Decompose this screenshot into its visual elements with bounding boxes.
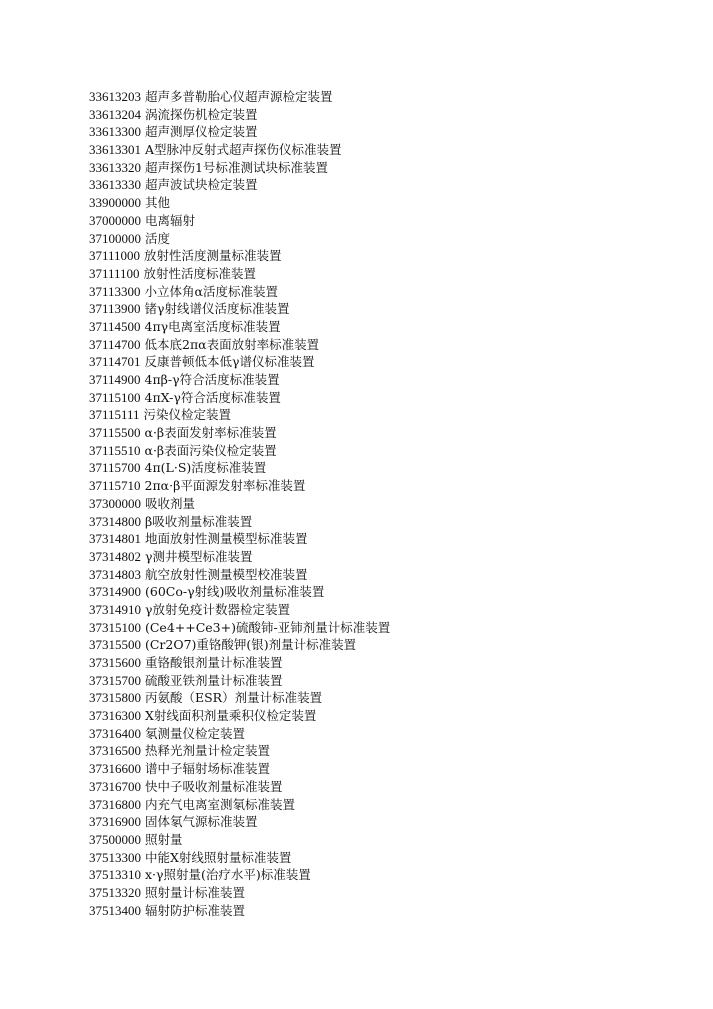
list-item — [89, 707, 390, 725]
entry-code: 37300000 — [89, 495, 141, 511]
list-item — [89, 672, 390, 690]
list-item — [89, 389, 390, 407]
entry-code: 37314910 — [89, 601, 141, 617]
entry-name: (Ce4++Ce3+)硫酸铈-亚铈剂量计标准装置 — [144, 619, 391, 635]
list-item — [89, 159, 390, 177]
entry-code: 37314900 — [89, 584, 141, 600]
entry-code: 37315700 — [89, 672, 141, 688]
entry-code: 33613320 — [89, 159, 141, 175]
entry-code: 33613301 — [89, 142, 141, 158]
entry-name: 4πX-γ符合活度标准装置 — [144, 389, 281, 405]
entry-name: 涡流探伤机检定装置 — [144, 106, 258, 122]
entry-code: 37111100 — [89, 265, 140, 281]
entry-code: 37315100 — [89, 619, 141, 635]
list-item — [89, 406, 390, 424]
entry-name: 其他 — [144, 195, 170, 211]
entry-name: 超声探伤1号标准测试块标准装置 — [144, 159, 328, 175]
list-item — [89, 513, 390, 531]
list-item — [89, 866, 390, 884]
list-item — [89, 548, 390, 566]
list-item — [89, 212, 390, 230]
entry-code: 37316400 — [89, 725, 141, 741]
list-item — [89, 106, 390, 124]
list-item — [89, 353, 390, 371]
list-item — [89, 778, 390, 796]
entry-code: 37115100 — [89, 389, 141, 405]
list-item — [89, 760, 390, 778]
entry-name: 中能X射线照射量标准装置 — [144, 849, 292, 865]
entry-name: 照射量 — [144, 831, 183, 847]
entry-code: 37513300 — [89, 849, 141, 865]
entry-code: 37513400 — [89, 902, 141, 918]
list-item — [89, 601, 390, 619]
entry-name: 航空放射性测量模型校准装置 — [144, 566, 308, 582]
entry-code: 37500000 — [89, 831, 141, 847]
entry-code: 37316500 — [89, 743, 141, 759]
entry-name: γ放射免疫计数器检定装置 — [144, 601, 290, 617]
list-item — [89, 247, 390, 265]
entry-code: 37114500 — [89, 318, 141, 334]
entry-code: 33613203 — [89, 89, 141, 104]
entry-code: 37115510 — [89, 442, 141, 458]
entry-name: 辐射防护标准装置 — [144, 902, 245, 918]
entry-name: X射线面积剂量乘积仪检定装置 — [144, 708, 317, 724]
entry-name: 热释光剂量计检定装置 — [144, 743, 270, 759]
list-item — [89, 902, 390, 920]
entry-name: 内充气电离室测氡标准装置 — [144, 796, 295, 812]
entry-name: 小立体角α活度标准装置 — [144, 283, 278, 299]
entry-name: 2πα·β平面源发射率标准装置 — [144, 478, 306, 494]
entry-code: 37115500 — [89, 425, 141, 441]
entry-code: 37316300 — [89, 708, 141, 724]
entry-name: β吸收剂量标准装置 — [144, 513, 253, 529]
entry-name: 吸收剂量 — [144, 495, 195, 511]
list-item — [89, 88, 390, 106]
entry-name: 谱中子辐射场标准装置 — [144, 761, 270, 777]
list-item — [89, 530, 390, 548]
entry-code: 33613204 — [89, 106, 141, 122]
entry-name: (Cr2O7)重铬酸钾(银)剂量计标准装置 — [144, 637, 357, 653]
entry-code: 37000000 — [89, 212, 141, 228]
entry-code: 33613330 — [89, 177, 141, 193]
list-item — [89, 265, 390, 283]
entry-name: 电离辐射 — [144, 212, 195, 228]
list-item — [89, 566, 390, 584]
entry-name: 超声波试块检定装置 — [144, 177, 258, 193]
entry-name: α·β表面发射率标准装置 — [144, 425, 277, 441]
list-item — [89, 742, 390, 760]
entry-name: γ测井模型标准装置 — [144, 548, 253, 564]
entry-code: 37316600 — [89, 761, 141, 777]
entry-code: 37114700 — [89, 336, 141, 352]
entry-name: 反康普顿低本低γ谱仪标准装置 — [144, 354, 315, 370]
entry-code: 37115700 — [89, 460, 141, 476]
entry-code: 33900000 — [89, 195, 141, 211]
entry-name: α·β表面污染仪检定装置 — [144, 442, 277, 458]
list-item — [89, 654, 390, 672]
entry-name: 污染仪检定装置 — [143, 407, 232, 423]
list-item — [89, 495, 390, 513]
list-item — [89, 176, 390, 194]
entry-code: 37316800 — [89, 796, 141, 812]
entry-name: 固体氡气源标准装置 — [144, 814, 258, 830]
entry-name: 4πγ电离室活度标准装置 — [144, 318, 281, 334]
entry-name: 放射性活度标准装置 — [143, 265, 257, 281]
list-item — [89, 459, 390, 477]
entry-name: 超声多普勒胎心仪超声源检定装置 — [144, 89, 333, 104]
list-item — [89, 477, 390, 495]
list-item — [89, 619, 390, 637]
entry-name: x·γ照射量(治疗水平)标准装置 — [144, 867, 311, 883]
entry-name: 氡测量仪检定装置 — [144, 725, 245, 741]
entry-code: 37111000 — [89, 248, 141, 264]
entry-code: 37316700 — [89, 778, 141, 794]
entry-code: 37113300 — [89, 283, 141, 299]
entry-name: 超声测厚仪检定装置 — [144, 124, 258, 140]
entry-code: 37115710 — [89, 478, 141, 494]
entry-code: 37316900 — [89, 814, 141, 830]
entry-name: 地面放射性测量模型标准装置 — [144, 531, 308, 547]
entry-name: 4π(L·S)活度标准装置 — [144, 460, 267, 476]
entry-code: 37315600 — [89, 655, 141, 670]
entry-code: 37513320 — [89, 884, 141, 900]
list-item — [89, 583, 390, 601]
entry-name: 照射量计标准装置 — [144, 884, 245, 900]
entry-code: 37314801 — [89, 531, 141, 547]
entry-code: 37114701 — [89, 354, 141, 370]
entry-name: 活度 — [144, 230, 170, 246]
entry-name: 低本底2πα表面放射率标准装置 — [144, 336, 320, 352]
list-item — [89, 283, 390, 301]
entry-code: 37315500 — [89, 637, 141, 653]
list-item — [89, 849, 390, 867]
entry-code: 37114900 — [89, 372, 141, 387]
list-item — [89, 300, 390, 318]
entry-code: 37513310 — [89, 867, 141, 883]
entry-name: 丙氨酸（ESR）剂量计标准装置 — [144, 690, 323, 706]
entry-name: (60Co-γ射线)吸收剂量标准装置 — [144, 584, 325, 600]
list-item — [89, 424, 390, 442]
entry-name: 放射性活度测量标准装置 — [144, 248, 282, 264]
list-item — [89, 796, 390, 814]
entry-name: 4πβ-γ符合活度标准装置 — [144, 372, 280, 387]
entry-code: 37115111 — [89, 407, 140, 423]
list-item — [89, 318, 390, 336]
entry-code: 37100000 — [89, 230, 141, 246]
entry-name: A型脉冲反射式超声探伤仪标准装置 — [144, 142, 342, 158]
list-item — [89, 371, 390, 389]
list-item — [89, 123, 390, 141]
entry-name: 锗γ射线谱仪活度标准装置 — [144, 301, 290, 317]
entry-name: 重铬酸银剂量计标准装置 — [144, 655, 283, 670]
entry-name: 快中子吸收剂量标准装置 — [144, 778, 283, 794]
entry-code: 37314800 — [89, 513, 141, 529]
entry-code: 37314803 — [89, 566, 141, 582]
list-item — [89, 141, 390, 159]
list-item — [89, 636, 390, 654]
list-item — [89, 725, 390, 743]
entry-code: 33613300 — [89, 124, 141, 140]
list-item — [89, 336, 390, 354]
entry-code: 37113900 — [89, 301, 141, 317]
code-list — [89, 88, 390, 919]
list-item — [89, 831, 390, 849]
entry-code: 37314802 — [89, 548, 141, 564]
list-item — [89, 689, 390, 707]
list-item — [89, 194, 390, 212]
list-item — [89, 230, 390, 248]
list-item — [89, 813, 390, 831]
list-item — [89, 442, 390, 460]
entry-code: 37315800 — [89, 690, 141, 706]
list-item — [89, 884, 390, 902]
entry-name: 硫酸亚铁剂量计标准装置 — [144, 672, 283, 688]
